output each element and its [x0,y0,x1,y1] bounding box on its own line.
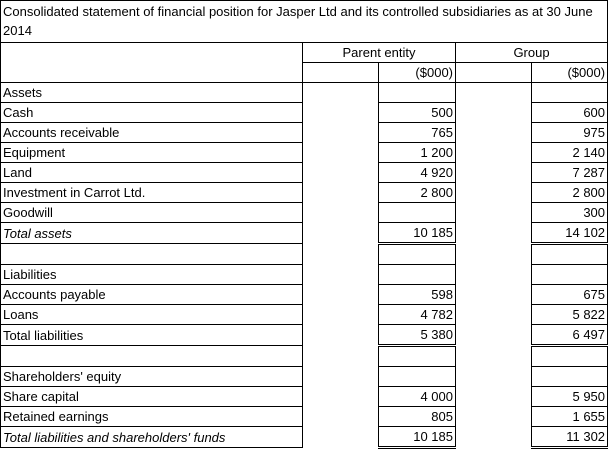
spacer-cell [456,346,532,367]
blank-cell [379,367,456,387]
group-value: 675 [532,285,608,305]
blank-cell [303,367,379,387]
parent-value: 1 200 [379,143,456,163]
parent-spacer [303,223,379,244]
total-label: Total liabilities and shareholders' funds [1,427,303,448]
parent-spacer [303,103,379,123]
group-header: Group [456,43,608,63]
parent-value: 4 920 [379,163,456,183]
parent-spacer [303,63,379,83]
group-spacer [456,387,532,407]
spacer-cell [379,346,456,367]
row-label: Land [1,163,303,183]
section-heading-row [1,265,608,285]
group-value: 2 140 [532,143,608,163]
row-label: Loans [1,305,303,325]
parent-value: 765 [379,123,456,143]
parent-value: 598 [379,285,456,305]
title-row [1,1,608,43]
spacer-cell [303,346,379,367]
group-spacer [456,203,532,223]
spacer-cell [379,244,456,265]
row-label: Accounts receivable [1,123,303,143]
parent-spacer [303,183,379,203]
blank-cell [303,83,379,103]
group-value: 975 [532,123,608,143]
group-spacer [456,103,532,123]
table-row [1,387,608,407]
group-spacer [456,427,532,448]
total-row [1,223,608,244]
group-value: 5 950 [532,387,608,407]
parent-unit: ($000) [379,63,456,83]
row-label: Accounts payable [1,285,303,305]
blank-cell [303,265,379,285]
row-label: Goodwill [1,203,303,223]
parent-value: 4 782 [379,305,456,325]
spacer-cell [532,244,608,265]
blank-cell [456,83,532,103]
parent-spacer [303,163,379,183]
spacer-cell [532,346,608,367]
table-row [1,103,608,123]
spacer-cell [303,244,379,265]
table-row [1,123,608,143]
group-total: 6 497 [532,325,608,346]
group-value: 1 655 [532,407,608,427]
blank-cell [532,265,608,285]
spacer-row [1,244,608,265]
group-spacer [456,223,532,244]
parent-spacer [303,203,379,223]
table-row [1,143,608,163]
blank-cell [456,265,532,285]
group-spacer [456,143,532,163]
total-row [1,427,608,448]
spacer-cell [1,346,303,367]
row-label: Investment in Carrot Ltd. [1,183,303,203]
row-label: Share capital [1,387,303,407]
header-blank-cell [1,43,303,83]
parent-spacer [303,427,379,448]
blank-cell [532,367,608,387]
group-spacer [456,183,532,203]
section-heading-row [1,367,608,387]
section-heading: Assets [1,83,303,103]
parent-total: 5 380 [379,325,456,346]
table-row [1,285,608,305]
parent-spacer [303,407,379,427]
group-spacer [456,123,532,143]
table-row [1,163,608,183]
parent-value: 2 800 [379,183,456,203]
section-heading-row [1,83,608,103]
equity-section [1,346,608,448]
parent-spacer [303,387,379,407]
column-header-row [1,43,608,63]
group-spacer [456,407,532,427]
parent-value: 805 [379,407,456,427]
group-value: 5 822 [532,305,608,325]
blank-cell [456,367,532,387]
spacer-row [1,346,608,367]
spacer-cell [456,244,532,265]
group-unit: ($000) [532,63,608,83]
statement-title: Consolidated statement of financial position for Jasper Ltd and its controlled subsidiaries as at 30 June 2014 [1,1,608,43]
group-spacer [456,63,532,83]
group-spacer [456,325,532,346]
parent-spacer [303,305,379,325]
table-row [1,305,608,325]
group-total: 11 302 [532,427,608,448]
group-value: 600 [532,103,608,123]
parent-spacer [303,285,379,305]
parent-value: 500 [379,103,456,123]
group-value: 7 287 [532,163,608,183]
table-row [1,407,608,427]
row-label: Equipment [1,143,303,163]
section-heading: Liabilities [1,265,303,285]
parent-spacer [303,325,379,346]
total-label: Total liabilities [1,325,303,346]
liabilities-section [1,244,608,346]
spacer-cell [1,244,303,265]
parent-total: 10 185 [379,223,456,244]
group-value: 300 [532,203,608,223]
parent-spacer [303,143,379,163]
total-label: Total assets [1,223,303,244]
group-spacer [456,163,532,183]
group-total: 14 102 [532,223,608,244]
parent-spacer [303,123,379,143]
group-spacer [456,305,532,325]
blank-cell [532,83,608,103]
total-row [1,325,608,346]
row-label: Retained earnings [1,407,303,427]
parent-value [379,203,456,223]
group-spacer [456,285,532,305]
table-row [1,183,608,203]
table-row [1,203,608,223]
parent-value: 4 000 [379,387,456,407]
assets-section [1,83,608,244]
parent-entity-header: Parent entity [303,43,456,63]
blank-cell [379,265,456,285]
blank-cell [379,83,456,103]
parent-total: 10 185 [379,427,456,448]
group-value: 2 800 [532,183,608,203]
section-heading: Shareholders' equity [1,367,303,387]
row-label: Cash [1,103,303,123]
